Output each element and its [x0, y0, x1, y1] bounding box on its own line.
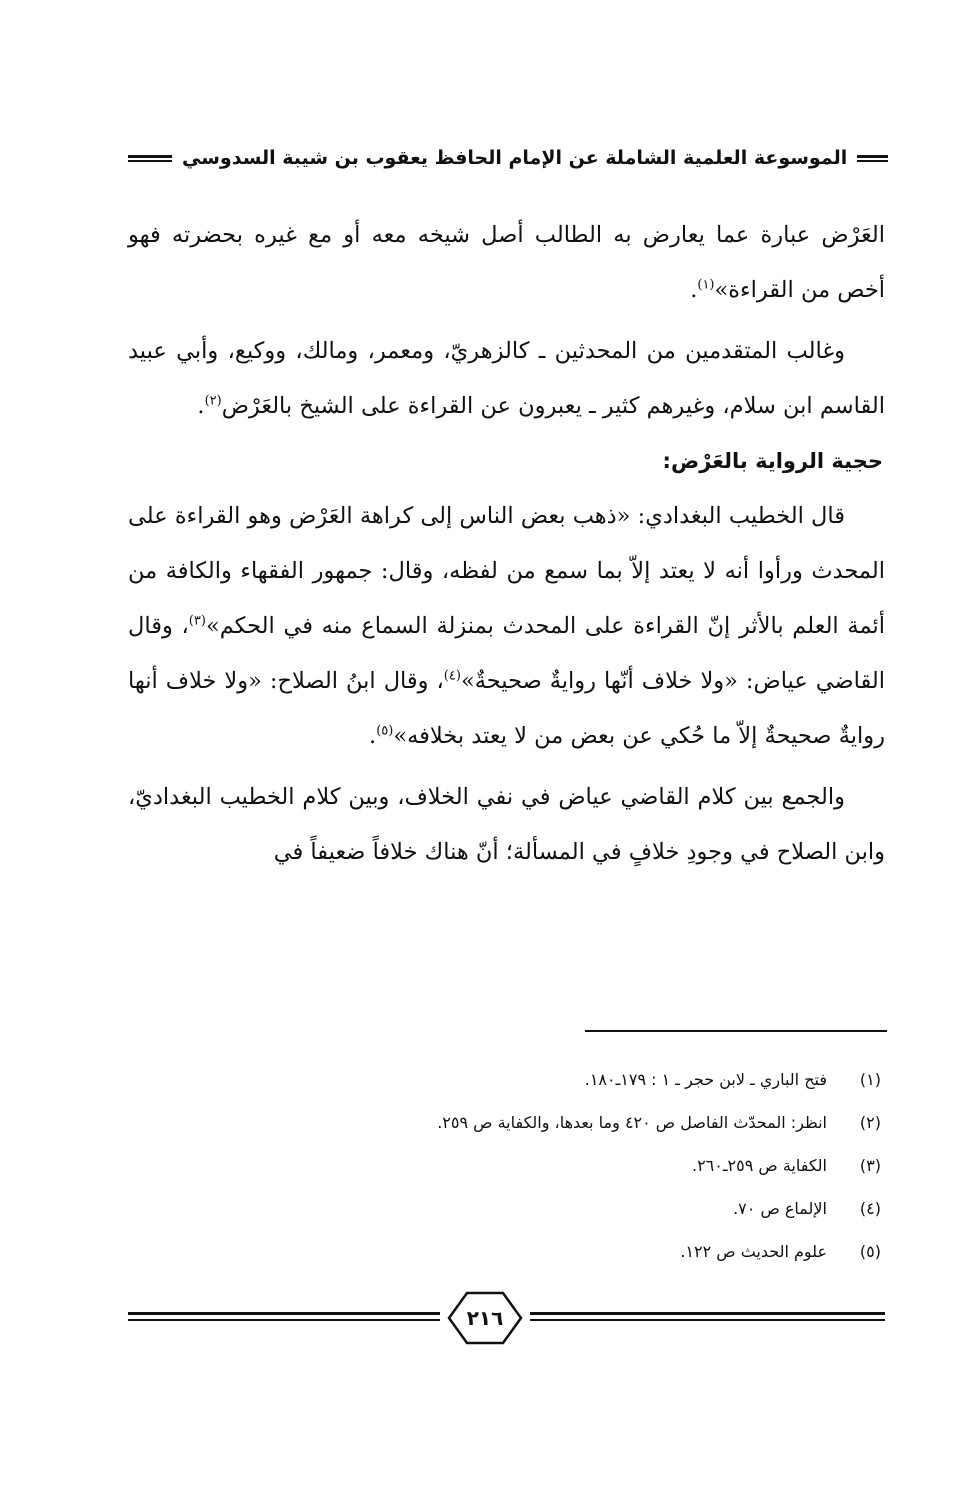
footnote-number: (٤) — [859, 1199, 881, 1218]
footer-rule-right — [530, 1312, 885, 1321]
footnote-ref-4: (٤) — [443, 668, 461, 684]
footnote-text: فتح الباري ـ لابن حجر ـ ١ : ١٧٩ـ١٨٠. — [584, 1070, 827, 1089]
footnote-number: (١) — [859, 1070, 881, 1089]
footnote-item — [128, 1058, 885, 1101]
footnote-text: علوم الحديث ص ١٢٢. — [680, 1242, 827, 1261]
paragraph-3-end: . — [369, 723, 377, 749]
footnote-text: الإلماع ص ٧٠. — [733, 1199, 827, 1218]
page-number: ٢١٦ — [466, 1306, 504, 1330]
page-footer — [128, 1290, 885, 1350]
paragraph-1 — [128, 208, 885, 318]
footnote-ref-1: (١) — [697, 277, 715, 293]
footer-rule-left — [128, 1312, 440, 1321]
page-number-badge — [445, 1290, 525, 1346]
footnote-ref-2: (٢) — [204, 393, 222, 409]
header-rule-left — [857, 155, 888, 162]
footnote-number: (٥) — [859, 1242, 881, 1261]
paragraph-3-text-b: ، وقال القاضي عياض: «ولا خلاف أنّها روايةٌ صحيحةٌ» — [128, 613, 885, 694]
body-text — [128, 208, 885, 880]
footnote-number: (٣) — [859, 1156, 881, 1175]
footnote-text: الكفاية ص ٢٥٩ـ٢٦٠. — [691, 1156, 827, 1175]
paragraph-2-end: . — [197, 393, 205, 419]
paragraph-2 — [128, 324, 885, 434]
footnote-item — [128, 1187, 885, 1230]
paragraph-1-text: العَرْض عبارة عما يعارض به الطالب أصل شيخه معه أو مع غيره بحضرته فهو أخص من القراءة» — [128, 222, 885, 303]
footnote-ref-3: (٣) — [188, 613, 206, 629]
footnote-separator — [585, 1030, 887, 1032]
paragraph-3 — [128, 489, 885, 764]
paragraph-1-end: . — [690, 277, 698, 303]
section-heading: حجية الرواية بالعَرْض: — [662, 449, 883, 473]
footnote-item — [128, 1230, 885, 1273]
paragraph-3-text-a: قال الخطيب البغدادي: «ذهب بعض الناس إلى كراهة العَرْض وهو القراءة على المحدث ورأوا أنه لا يعتد إلاّ بما سمع من لفظه، وقال: جمهور الفقهاء والكافة من أئمة العلم بالأثر إنّ القراءة على المحدث بمنزلة السماع منه في الحكم» — [128, 503, 885, 639]
footnote-number: (٢) — [859, 1113, 881, 1132]
paragraph-4 — [128, 770, 885, 880]
paragraph-4-text: والجمع بين كلام القاضي عياض في نفي الخلاف، وبين كلام الخطيب البغداديّ، وابن الصلاح في وجودِ خلافٍ في المسألة؛ أنّ هناك خلافاً ضعيفاً في — [128, 784, 885, 865]
paragraph-3-text-c: ، وقال ابنُ الصلاح: «ولا خلاف أنها روايةٌ صحيحةٌ إلاّ ما حُكي عن بعض من لا يعتد بخلافه» — [128, 668, 885, 749]
paragraph-2-text: وغالب المتقدمين من المحدثين ـ كالزهريّ، ومعمر، ومالك، ووكيع، وأبي عبيد القاسم ابن سلام، وغيرهم كثير ـ يعبرون عن القراءة على الشيخ بالعَرْض — [128, 338, 885, 419]
footnote-text: انظر: المحدّث الفاصل ص ٤٢٠ وما بعدها، والكفاية ص ٢٥٩. — [437, 1113, 827, 1132]
footnotes — [128, 1058, 885, 1273]
footnote-item — [128, 1101, 885, 1144]
header-rule-right — [128, 155, 172, 162]
footnote-ref-5: (٥) — [376, 723, 394, 739]
footnote-item — [128, 1144, 885, 1187]
running-header — [128, 140, 888, 176]
running-header-title: الموسوعة العلمية الشاملة عن الإمام الحافظ يعقوب بن شيبة السدوسي — [182, 147, 848, 169]
